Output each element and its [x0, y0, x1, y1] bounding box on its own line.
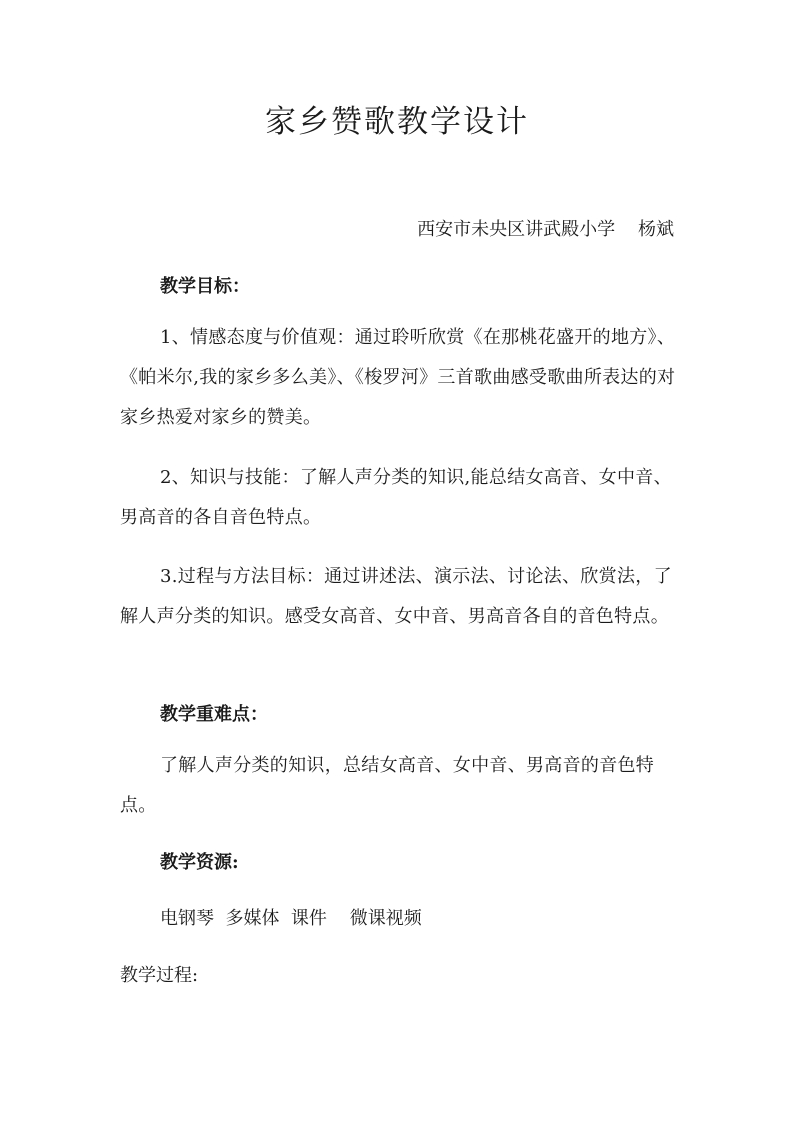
objective-2-paragraph: 2、知识与技能：了解人声分类的知识,能总结女高音、女中音、男高音的各自音色特点。 — [120, 467, 672, 528]
process-heading: 教学过程: — [120, 965, 199, 986]
document-title: 家乡赞歌教学设计 — [265, 104, 529, 140]
author-line: 西安市未央区讲武殿小学 杨斌 — [417, 219, 674, 240]
objective-3-paragraph: 3.过程与方法目标：通过讲述法、演示法、讨论法、欣赏法，了解人声分类的知识。感受女高音、女中音、男高音各自的音色特点。 — [120, 566, 672, 627]
objective-1-paragraph: 1、情感态度与价值观：通过聆听欣赏《在那桃花盛开的地方》、《帕米尔,我的家乡多么美》、《梭罗河》三首歌曲感受歌曲所表达的对家乡热爱对家乡的赞美。 — [120, 327, 676, 428]
key-points-paragraph: 了解人声分类的知识，总结女高音、女中音、男高音的音色特点。 — [120, 755, 655, 816]
resources-text: 电钢琴 多媒体 课件 微课视频 — [160, 908, 422, 929]
key-points-heading: 教学重难点： — [160, 704, 268, 725]
resources-heading: 教学资源: — [160, 852, 239, 873]
objectives-heading: 教学目标： — [160, 276, 250, 297]
